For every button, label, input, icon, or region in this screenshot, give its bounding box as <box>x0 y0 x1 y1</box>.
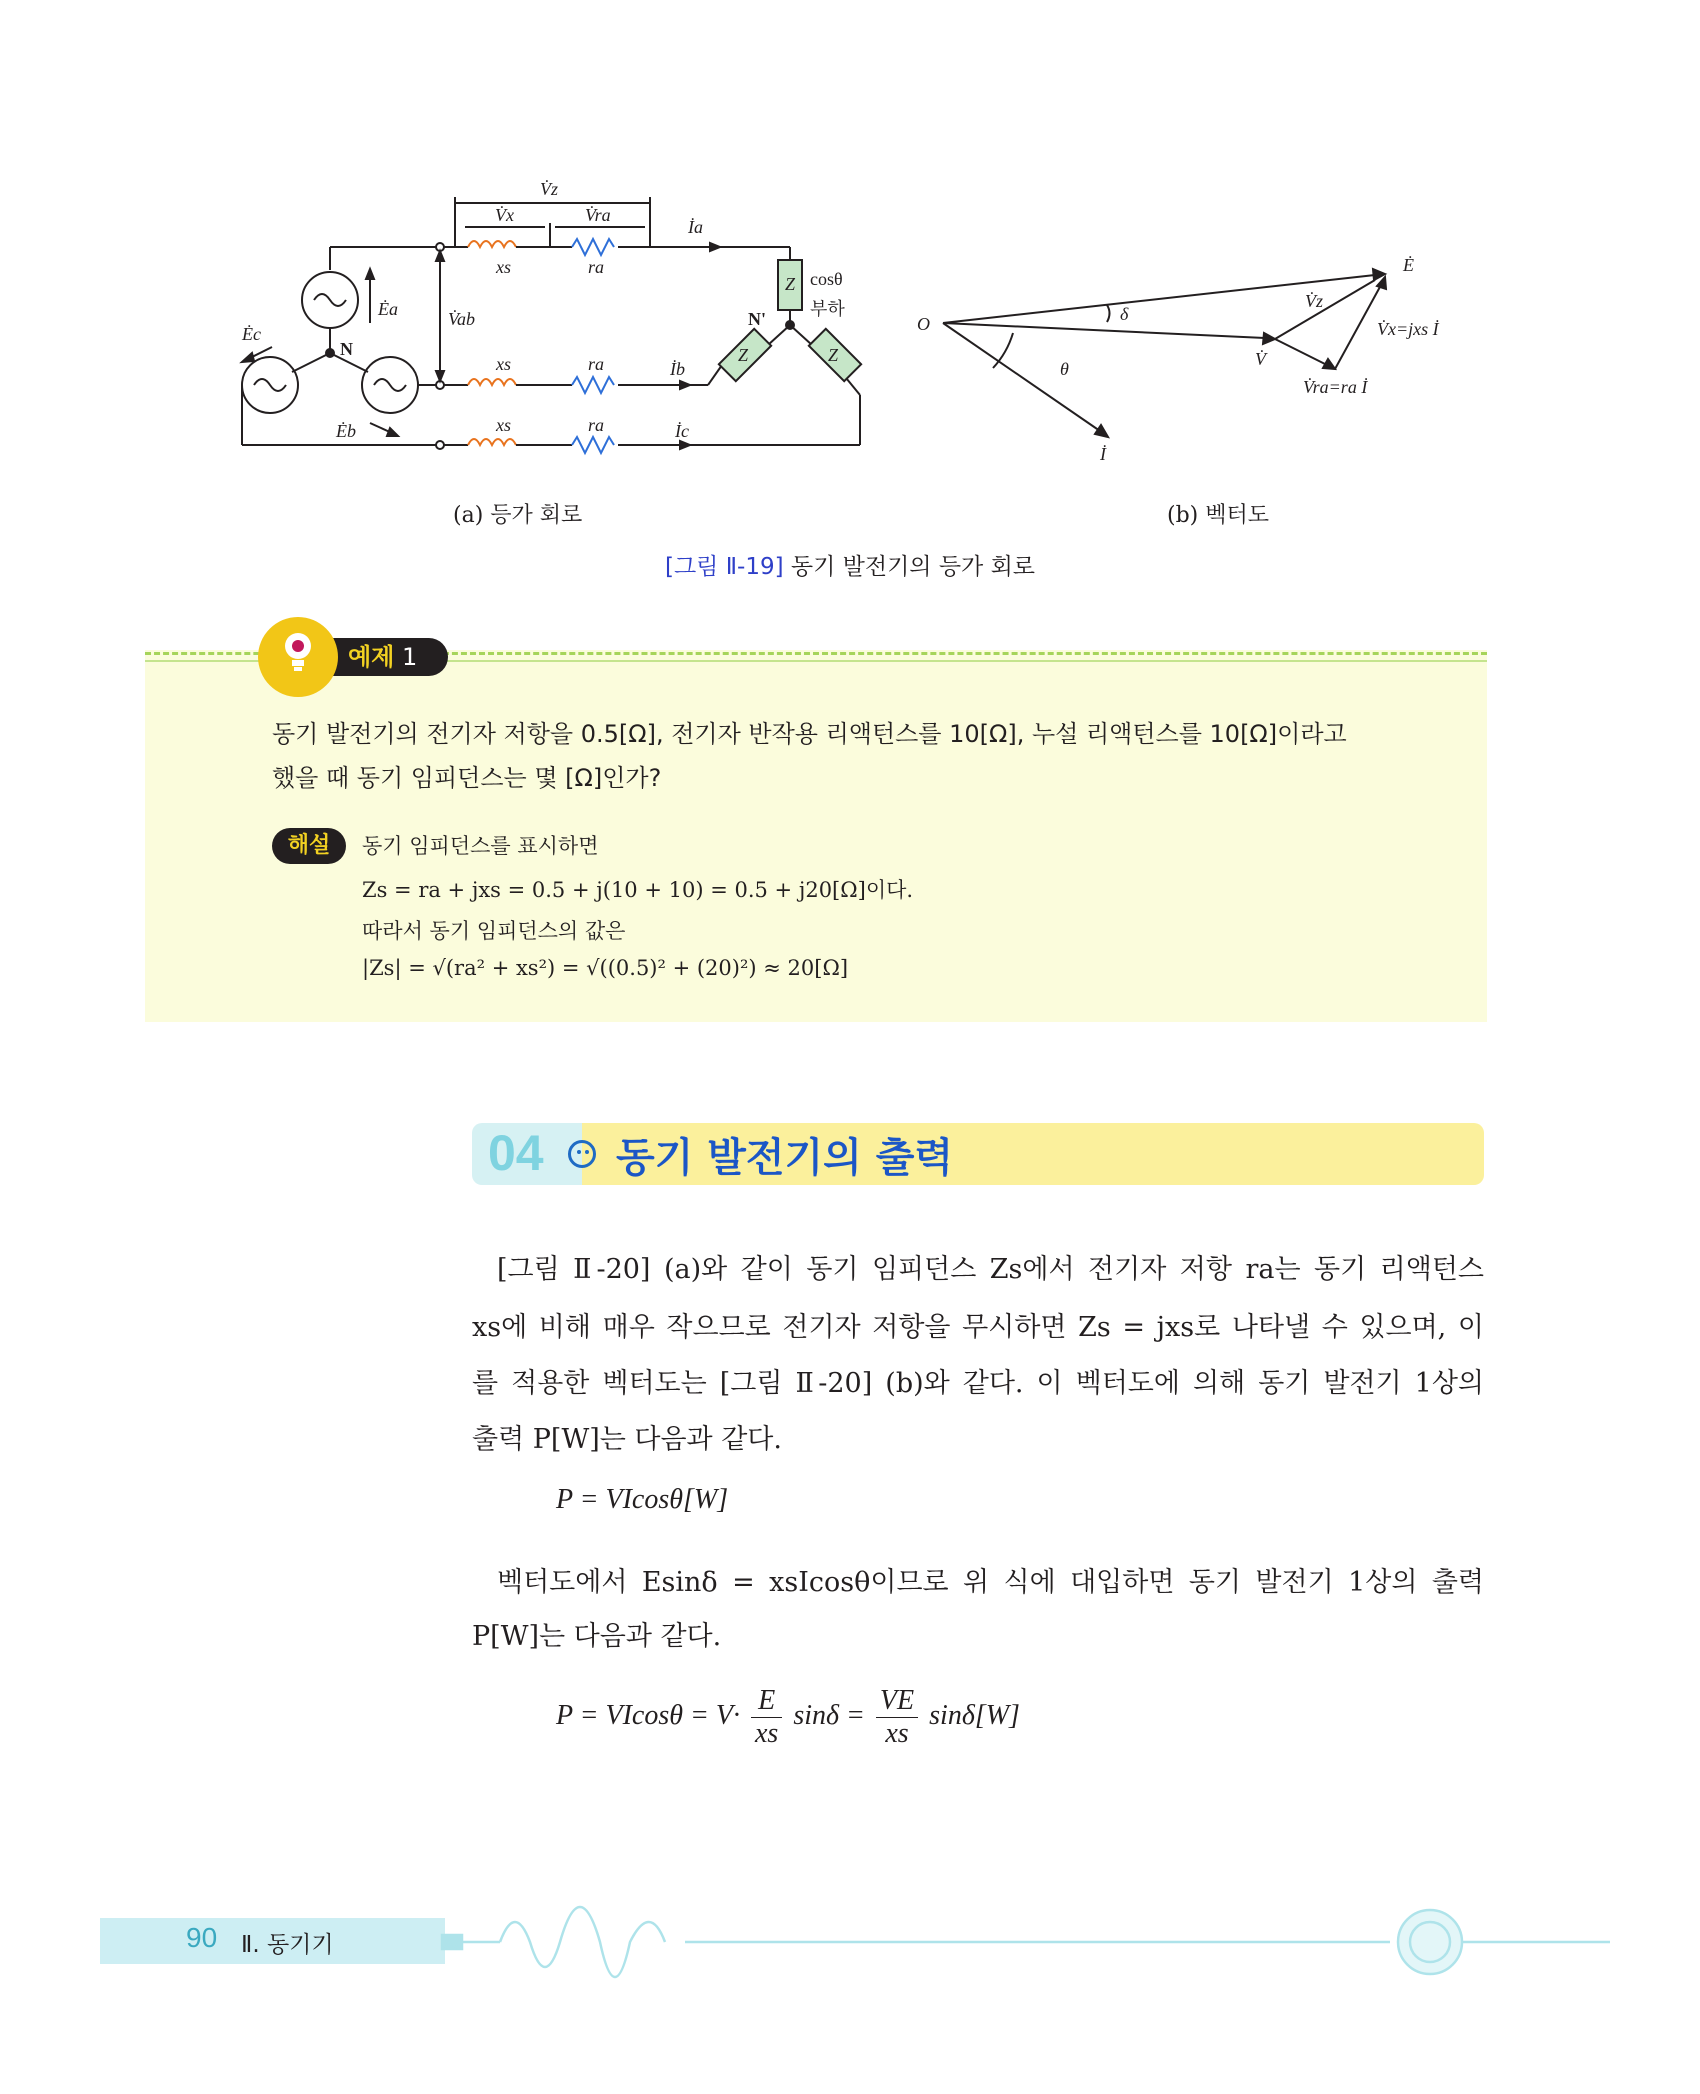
equation-2-lhs: P = VIcosθ = V· <box>556 1699 740 1731</box>
example-tag <box>330 638 448 676</box>
label-n-prime: N' <box>748 309 766 329</box>
solution-line-4: |Zs| = √(ra² + xs²) = √((0.5)² + (20)²) ≈ 20[Ω] <box>362 956 849 980</box>
label-z-top: Z <box>785 274 796 294</box>
label-vra: V̇ra <box>585 205 611 225</box>
section-title: 동기 발전기의 출력 <box>616 1135 953 1181</box>
chapter-label: Ⅱ. 동기기 <box>241 1932 334 1958</box>
label-o: O <box>917 314 930 334</box>
label-ra-mid: ra <box>588 354 605 374</box>
equation-2-fraction-2-denominator: xs <box>885 1718 909 1749</box>
paragraph-1-line-4: 출력 P[W]는 다음과 같다. <box>472 1424 782 1455</box>
lightbulb-glyph-icon <box>282 630 314 674</box>
label-ra-bot: ra <box>588 415 605 435</box>
paragraph-2-line-1: 벡터도에서 Esinδ = xsIcosθ이므로 위 식에 대입하면 동기 발전기 1상의 출력 <box>497 1567 1484 1598</box>
equation-2-fraction-1-numerator: E <box>751 1685 782 1718</box>
solution-line-1: 동기 임피던스를 표시하면 <box>362 834 599 858</box>
smiley-icon <box>568 1140 596 1168</box>
label-ib: İb <box>670 359 685 379</box>
figure-label-b: (b) 벡터도 <box>1167 503 1269 528</box>
paragraph-1-line-3: 를 적용한 벡터도는 [그림 Ⅱ-20] (b)와 같다. 이 벡터도에 의해 동기 발전기 1상의 <box>472 1368 1484 1399</box>
label-vz-vec: V̇z <box>1305 291 1323 311</box>
paragraph-1-line-2: xs에 비해 매우 작으므로 전기자 저항을 무시하면 Zs = jxs로 나타낼 수 있으며, 이 <box>472 1312 1484 1343</box>
vector-diagram-figure <box>915 235 1475 475</box>
figure-label-a: (a) 등가 회로 <box>453 503 583 528</box>
example-question-line2: 했을 때 동기 임피던스는 몇 [Ω]인가? <box>272 764 662 792</box>
figure-caption <box>0 548 1700 581</box>
label-vra-eq: V̇ra=ra İ <box>1303 377 1368 397</box>
equation-1: P = VIcosθ[W] <box>556 1484 729 1515</box>
paragraph-1-line-1: [그림 Ⅱ-20] (a)와 같이 동기 임피던스 Zs에서 전기자 저항 ra는 동기 리액턴스 <box>497 1254 1484 1285</box>
label-ia: İa <box>688 217 703 237</box>
label-xs-top: xs <box>496 257 511 277</box>
example-tag-label: 예제 <box>348 643 395 671</box>
label-v: V̇ <box>1255 349 1266 369</box>
label-cos: cosθ <box>810 269 843 289</box>
label-vz: V̇z <box>540 179 558 199</box>
equivalent-circuit-figure <box>220 175 900 485</box>
equation-2-rhs: sinδ[W] <box>929 1699 1020 1731</box>
label-eb: Ėb <box>336 421 356 441</box>
label-n: N <box>340 339 353 359</box>
section-number: 04 <box>488 1125 544 1181</box>
label-vx-eq: V̇x=jxs İ <box>1377 319 1439 339</box>
example-question <box>272 712 1402 800</box>
equation-2-fraction-2-numerator: VE <box>876 1685 918 1718</box>
label-ea: Ėa <box>378 299 398 319</box>
figure-caption-text: 동기 발전기의 등가 회로 <box>790 554 1036 580</box>
equation-2-middle: sinδ = <box>793 1699 865 1731</box>
footer-wave-decoration <box>430 1890 1610 1990</box>
figure-caption-number: [그림 Ⅱ-19] <box>664 554 784 580</box>
page-number: 90 <box>186 1922 218 1953</box>
label-ra-top: ra <box>588 257 605 277</box>
example-tag-number: 1 <box>402 643 418 671</box>
label-delta: δ <box>1120 304 1129 324</box>
label-e: Ė <box>1403 255 1414 275</box>
label-theta: θ <box>1060 359 1069 379</box>
label-xs-mid: xs <box>496 354 511 374</box>
label-load: 부하 <box>810 299 845 320</box>
label-vab: V̇ab <box>448 309 475 329</box>
equation-2-fraction-1 <box>751 1685 782 1750</box>
solution-line-3: 따라서 동기 임피던스의 값은 <box>362 919 626 943</box>
label-ic: İc <box>675 421 689 441</box>
label-i: İ <box>1100 444 1106 464</box>
equation-2 <box>556 1685 1020 1750</box>
label-xs-bot: xs <box>496 415 511 435</box>
label-vx: V̇x <box>495 205 514 225</box>
paragraph-2-line-2: P[W]는 다음과 같다. <box>472 1621 722 1652</box>
label-z-right: Z <box>828 345 839 365</box>
label-z-left: Z <box>738 345 749 365</box>
solution-tag: 해설 <box>272 828 346 864</box>
equation-2-fraction-1-denominator: xs <box>755 1718 779 1749</box>
solution-line-2: Zs = ra + jxs = 0.5 + j(10 + 10) = 0.5 + j20[Ω]이다. <box>362 878 914 902</box>
example-question-line1: 동기 발전기의 전기자 저항을 0.5[Ω], 전기자 반작용 리액턴스를 10[Ω], 누설 리액턴스를 10[Ω]이라고 <box>272 720 1347 748</box>
label-ec: Ėc <box>242 324 261 344</box>
equation-2-fraction-2 <box>876 1685 918 1750</box>
